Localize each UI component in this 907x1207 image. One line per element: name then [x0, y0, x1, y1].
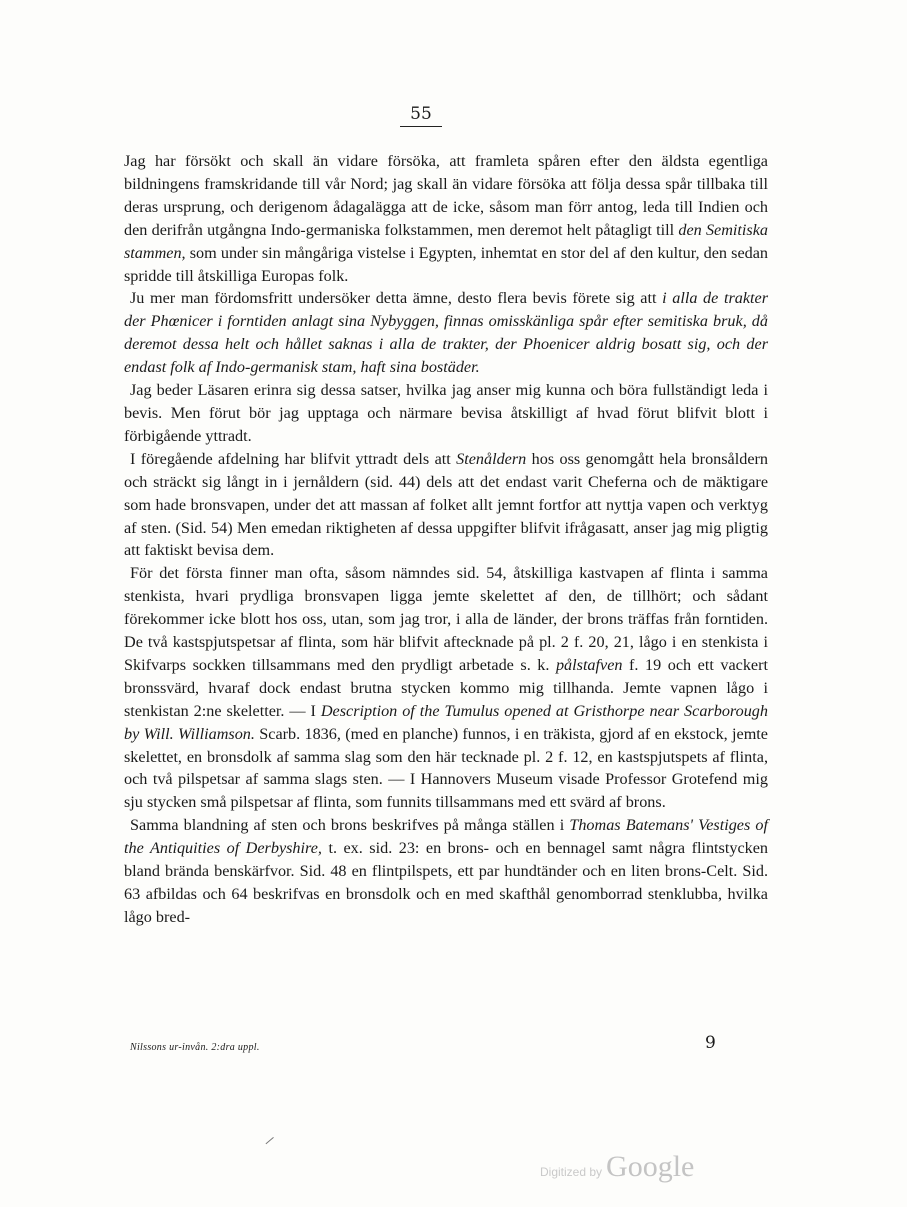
- paragraph: [124, 562, 768, 814]
- italic-run: Description of the Tumulus opened at Gristhorpe near Scarborough by Will. Williamson.: [124, 701, 768, 743]
- digitized-prefix: Digitized by: [540, 1165, 603, 1179]
- page-number-rule: [400, 126, 442, 127]
- paragraph: [124, 287, 768, 379]
- text-run: Scarb. 1836, (med en planche) funnos, i en träkista, gjord af en ekstock, jemte skelettet, en bronsdolk af samma slag som den här tecknade pl. 2 f. 12, en kastspjutspets af flinta, och två pilspetsar af samma slags sten. — I Hannovers Museum visade Professor Grotefend mig sju stycken små pilspetsar af flinta, som funnits tillsammans med ett svärd af brons.: [124, 724, 768, 812]
- italic-run: den Semitiska stammen,: [124, 220, 768, 262]
- google-logo: Google: [606, 1150, 695, 1183]
- italic-run: Stenåldern: [456, 449, 527, 468]
- text-run: Jag har försökt och skall än vidare försöka, att framleta spåren efter den äldsta egentliga bildningens framskridande till vår Nord; jag skall än vidare försöka att följa dessa spår tillbaka till deras ursprung, och derigenom ådagalägga att de icke, såsom man förr antog, leda till Indien och den derifrån utgångna Indo-germaniska folkstammen, men deremot helt påtagligt till: [124, 152, 768, 239]
- text-run: I föregående afdelning har blifvit yttradt dels att: [130, 449, 457, 468]
- text-run: Jag beder Läsaren erinra sig dessa satser, hvilka jag anser mig kunna och böra fullständigt leda i bevis. Men förut bör jag upptaga och närmare bevisa åtskilligt af hvad förut blifvit blott i förbigående yttradt.: [124, 381, 768, 445]
- digitized-watermark: [540, 1150, 694, 1184]
- text-run: som under sin mångåriga vistelse i Egypten, inhemtat en stor del af den kultur, den sedan spridde till åtskilliga Europas folk.: [124, 243, 768, 285]
- stray-ink-mark: [266, 1137, 275, 1145]
- italic-run: i alla de trakter der Phœnicer i forntiden anlagt sina Nybyggen, finnas omisskänliga spår efter semitiska bruk, då deremot dessa helt och hållet saknas i alla de trakter, der Phoenicer aldrig bosatt sig, och der endast folk af Indo-germanisk stam, haft sina bostäder.: [124, 289, 769, 377]
- page-number: 55: [410, 104, 432, 124]
- italic-run: pålstafven: [555, 655, 623, 674]
- text-run: Samma blandning af sten och brons beskrifves på många ställen i: [130, 816, 570, 835]
- paragraph: [124, 150, 768, 287]
- text-run: t. ex. sid. 23: en brons- och en bennagel samt några flintstycken bland brända benskärfvor. Sid. 48 en flintpilspets, ett par hundtänder och en liten brons-Celt. Sid. 63 afbildas och 64 beskrifvas en bronsdolk och en med skafthål genomborrad stenklubba, hvilka lågo bred-: [124, 839, 768, 926]
- body-text: [124, 150, 768, 929]
- italic-run: Thomas Batemans' Vestiges of the Antiquities of Derbyshire,: [124, 816, 768, 858]
- text-run: hos oss genomgått hela bronsåldern och sträckt sig långt in i jernåldern (sid. 44) dels att det endast varit Cheferna och de mäktigare som hade bronsvapen, under det att massan af folket allt jemnt fortfor att nyttja vapen och verktyg af sten. (Sid. 54) Men emedan riktigheten af dessa uppgifter blifvit ifrågasatt, anser jag mig pligtig att faktiskt bevisa dem.: [124, 449, 768, 560]
- signature-number: 9: [705, 1033, 716, 1053]
- paragraph: [124, 814, 768, 929]
- text-run: f. 19 och ett vackert bronssvärd, hvaraf dock endast brutna stycken kommo mig tillhanda. Jemte vapnen lågo i stenkistan 2:ne skeletter. — I: [124, 655, 768, 720]
- paragraph: [124, 379, 768, 448]
- text-run: Ju mer man fördomsfritt undersöker detta ämne, desto flera bevis förete sig att: [130, 289, 663, 308]
- paragraph: [124, 448, 768, 563]
- text-run: För det första finner man ofta, såsom nämndes sid. 54, åtskilliga kastvapen af flinta i samma stenkista, hvari prydliga bronsvapen ligga jemte skelettet af den, de tillhört; och sådant förekommer icke blott hos oss, utan, som jag tror, i alla de länder, der brons träffas från forntiden. De två kastspjutspetsar af flinta, som här blifvit aftecknade på pl. 2 f. 20, 21, lågo i en stenkista i Skifvarps sockken tillsammans med den prydligt arbetade s. k.: [124, 564, 768, 674]
- signature-mark: Nilssons ur-invån. 2:dra uppl.: [130, 1042, 260, 1053]
